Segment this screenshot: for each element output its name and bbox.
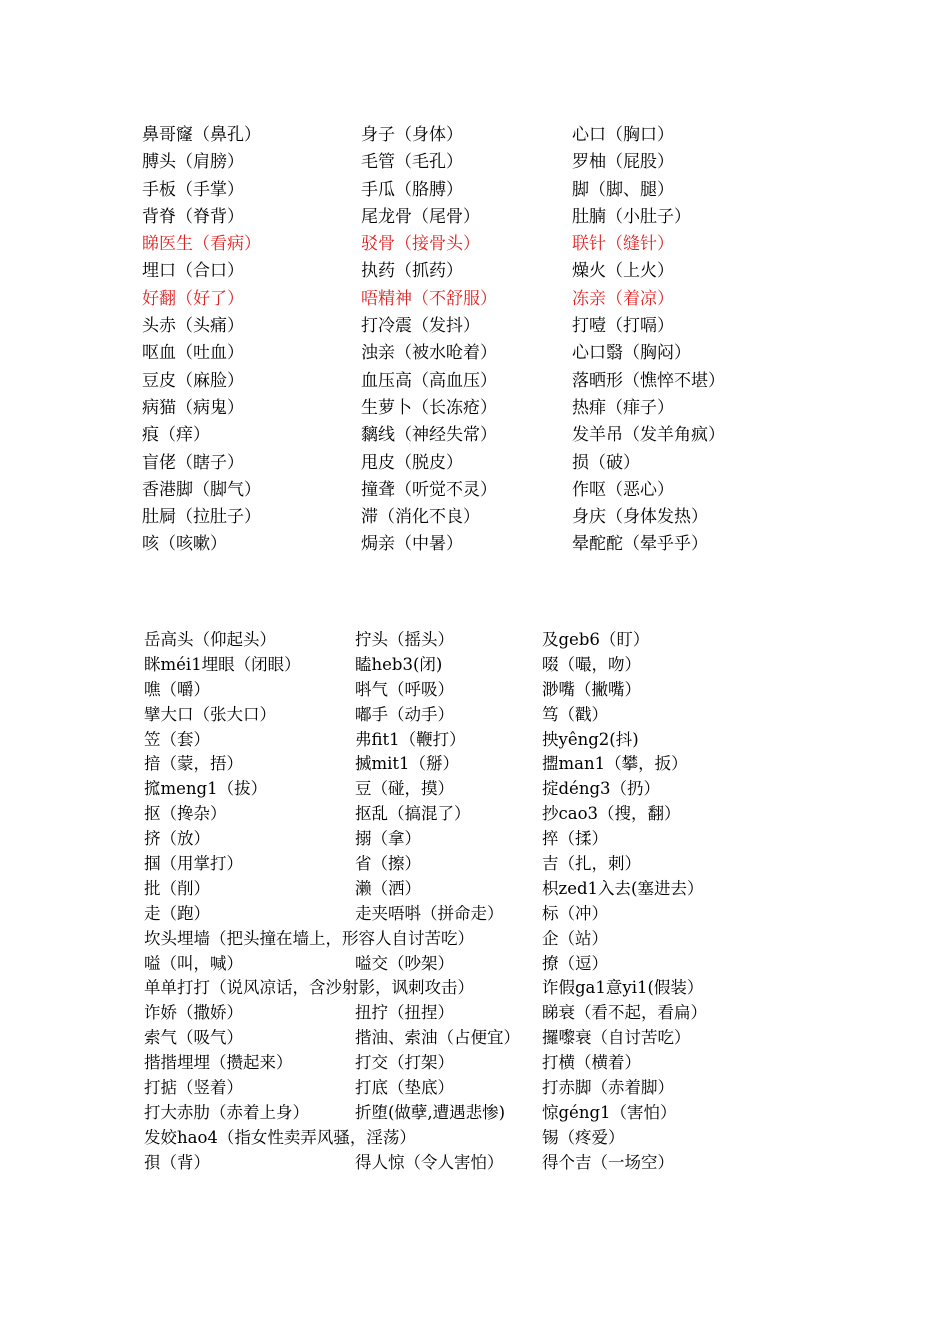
- vocab-entry: 坎头埋墙（把头撞在墙上，形容人自讨苦吃）: [144, 928, 474, 948]
- vocab-entry: 头赤（头痛）: [142, 316, 244, 337]
- vocab-entry: 咳（咳嗽）: [142, 534, 227, 555]
- vocab-entry: 嗌交（吵架）: [355, 953, 454, 973]
- vocab-entry: 罗柚（屁股）: [572, 152, 674, 173]
- vocab-entry: 发姣hao4（指女性卖弄风骚，淫荡）: [144, 1127, 416, 1147]
- vocab-entry: 得个吉（一场空）: [542, 1152, 674, 1172]
- vocab-entry: 撩（逗）: [542, 953, 608, 973]
- vocab-entry: 笃（戳）: [542, 704, 608, 724]
- vocab-entry: 瞌heb3(闭): [355, 654, 443, 674]
- vocab-entry: 标（冲）: [542, 903, 608, 923]
- vocab-entry: 诈假ga1意yi1(假装）: [542, 978, 704, 998]
- vocab-entry: 肚屙（拉肚子）: [142, 507, 261, 528]
- vocab-entry: 唔精神（不舒服）: [361, 288, 497, 309]
- vocab-row: [142, 976, 842, 1001]
- vocab-entry: 诈娇（撒娇）: [144, 1003, 243, 1023]
- vocab-entry: 黐线（神经失常）: [361, 425, 497, 446]
- vocab-entry: 拧头（摇头）: [355, 630, 454, 649]
- vocab-row: [142, 877, 842, 902]
- vocab-row: [142, 728, 842, 753]
- vocab-entry: 冻亲（着凉）: [572, 288, 674, 309]
- vocab-entry: 打赤脚（赤着脚）: [542, 1078, 674, 1098]
- vocab-entry: 肚腩（小肚子）: [572, 206, 691, 227]
- vocab-entry: 搦（拿）: [355, 829, 421, 849]
- vocab-entry: 弗fit1（鞭打）: [355, 729, 466, 749]
- vocab-row: [142, 340, 842, 367]
- vocab-entry: 索气（吸气）: [144, 1028, 243, 1048]
- vocab-entry: 睇衰（看不起，看扁）: [542, 1003, 707, 1023]
- vocab-entry: 作呕（恶心）: [572, 479, 674, 500]
- vocab-entry: 埋口（合口）: [142, 261, 244, 282]
- vocab-entry: 吉（扎，刺）: [542, 854, 641, 874]
- vocab-row: [142, 1151, 842, 1176]
- vocab-row: [142, 477, 842, 504]
- vocab-entry: 锡（疼爱）: [542, 1127, 625, 1147]
- vocab-entry: 联针（缝针）: [572, 234, 674, 255]
- vocab-entry: 眯méi1埋眼（闭眼）: [144, 654, 301, 674]
- vocab-entry: 单单打打（说风凉话，含沙射影，讽刺攻击）: [144, 978, 474, 998]
- vocab-row: [142, 395, 842, 422]
- vocab-entry: 背脊（脊背）: [142, 206, 244, 227]
- vocab-row: [142, 827, 842, 852]
- vocab-row: [142, 777, 842, 802]
- vocab-entry: 膊头（肩膀）: [142, 152, 244, 173]
- vocab-entry: 生萝卜（长冻疮）: [361, 397, 497, 418]
- vocab-entry: 掟déng3（扔）: [542, 779, 661, 799]
- vocab-section-actions: [142, 628, 842, 1176]
- vocab-row: [142, 450, 842, 477]
- vocab-entry: 抠（搀杂）: [144, 804, 227, 824]
- vocab-entry: 发羊吊（发羊角疯）: [572, 425, 725, 446]
- vocab-entry: 热痱（痱子）: [572, 397, 674, 418]
- vocab-row: [142, 1101, 842, 1126]
- vocab-entry: 撞聋（听觉不灵）: [361, 479, 497, 500]
- vocab-entry: 得人惊（令人害怕）: [355, 1152, 504, 1172]
- vocab-row: [142, 504, 842, 531]
- vocab-entry: 尾龙骨（尾骨）: [361, 206, 480, 227]
- vocab-entry: 扭拧（扭捏）: [355, 1003, 454, 1023]
- vocab-row: [142, 703, 842, 728]
- vocab-entry: 揞（蒙，捂）: [144, 754, 243, 774]
- vocab-entry: 滞（消化不良）: [361, 507, 480, 528]
- vocab-row: [142, 368, 842, 395]
- vocab-entry: 打掂（竖着）: [144, 1078, 243, 1098]
- vocab-entry: 睇医生（看病）: [142, 234, 261, 255]
- vocab-entry: 打横（横着）: [542, 1053, 641, 1073]
- vocab-entry: 抠乱（搞混了）: [355, 804, 471, 824]
- vocab-row: [142, 653, 842, 678]
- vocab-entry: 浊亲（被水呛着）: [361, 343, 497, 364]
- vocab-row: [142, 177, 842, 204]
- vocab-entry: 手板（手掌）: [142, 179, 244, 200]
- vocab-entry: 打噎（打嗝）: [572, 316, 674, 337]
- vocab-entry: 损（破）: [572, 452, 640, 473]
- vocab-entry: 身子（身体）: [361, 125, 463, 145]
- vocab-entry: 攞嚟衰（自讨苦吃）: [542, 1028, 691, 1048]
- vocab-entry: 香港脚（脚气）: [142, 479, 261, 500]
- vocab-entry: 企（站）: [542, 928, 608, 948]
- vocab-entry: 走（跑）: [144, 903, 210, 923]
- vocab-entry: 揩揩埋埋（攒起来）: [144, 1053, 293, 1073]
- vocab-entry: 揩油、索油（占便宜）: [355, 1028, 520, 1048]
- vocab-entry: 身庆（身体发热）: [572, 507, 708, 528]
- vocab-entry: 惊géng1（害怕）: [542, 1102, 677, 1122]
- vocab-entry: 打大赤肋（赤着上身）: [144, 1102, 309, 1122]
- vocab-row: [142, 628, 842, 653]
- vocab-entry: 搣mit1（掰）: [355, 754, 460, 774]
- vocab-entry: 掴（用掌打）: [144, 854, 243, 874]
- vocab-entry: 心口翳（胸闷）: [572, 343, 691, 364]
- vocab-entry: 枳zed1入去(塞进去）: [542, 878, 704, 898]
- vocab-entry: 打交（打架）: [355, 1053, 454, 1073]
- vocab-row: [142, 1026, 842, 1051]
- vocab-entry: 孭（背）: [144, 1152, 210, 1172]
- vocab-row: [142, 902, 842, 927]
- vocab-row: [142, 122, 842, 149]
- vocab-entry: 豆（碰，摸）: [355, 779, 454, 799]
- vocab-entry: 执药（抓药）: [361, 261, 463, 282]
- vocab-entry: 呕血（吐血）: [142, 343, 244, 364]
- vocab-entry: 豆皮（麻脸）: [142, 370, 244, 391]
- vocab-entry: 抄cao3（搜，翻）: [542, 804, 681, 824]
- vocab-entry: 焗亲（中暑）: [361, 534, 463, 555]
- vocab-row: [142, 1001, 842, 1026]
- vocab-section-body-health: [142, 122, 842, 559]
- vocab-entry: 搲meng1（拔）: [144, 779, 268, 799]
- vocab-entry: 及geb6（盯）: [542, 630, 650, 649]
- vocab-entry: 手瓜（胳膊）: [361, 179, 463, 200]
- vocab-row: [142, 204, 842, 231]
- vocab-row: [142, 1051, 842, 1076]
- vocab-entry: 痕（痒）: [142, 425, 210, 446]
- vocab-row: [142, 752, 842, 777]
- vocab-entry: 渺嘴（撇嘴）: [542, 679, 641, 699]
- vocab-entry: 岳高头（仰起头）: [144, 630, 276, 649]
- vocab-entry: 燥火（上火）: [572, 261, 674, 282]
- vocab-row: [142, 952, 842, 977]
- vocab-entry: 心口（胸口）: [572, 125, 674, 145]
- vocab-entry: 甩皮（脱皮）: [361, 452, 463, 473]
- vocab-entry: 笠（套）: [144, 729, 210, 749]
- vocab-entry: 毛管（毛孔）: [361, 152, 463, 173]
- vocab-row: [142, 422, 842, 449]
- vocab-entry: 捽（揉）: [542, 829, 608, 849]
- vocab-row: [142, 531, 842, 558]
- vocab-row: [142, 313, 842, 340]
- vocab-entry: 晕酡酡（晕乎乎）: [572, 534, 708, 555]
- vocab-entry: 批（削）: [144, 878, 210, 898]
- vocab-entry: 省（擦）: [355, 854, 421, 874]
- vocab-row: [142, 678, 842, 703]
- vocab-row: [142, 927, 842, 952]
- vocab-entry: 打底（垫底）: [355, 1078, 454, 1098]
- vocab-entry: 脚（脚、腿）: [572, 179, 674, 200]
- vocab-row: [142, 1076, 842, 1101]
- vocab-entry: 鼻哥窿（鼻孔）: [142, 125, 261, 145]
- vocab-row: [142, 852, 842, 877]
- vocab-entry: 嘟手（动手）: [355, 704, 454, 724]
- vocab-row: [142, 286, 842, 313]
- vocab-entry: 打冷震（发抖）: [361, 316, 480, 337]
- vocab-row: [142, 1126, 842, 1151]
- vocab-entry: 病猫（病鬼）: [142, 397, 244, 418]
- vocab-entry: 盲佬（瞎子）: [142, 452, 244, 473]
- vocab-entry: 抰yêng2(抖): [542, 729, 639, 749]
- vocab-entry: 擝man1（攀，扳）: [542, 754, 688, 774]
- vocab-entry: 走夹唔唞（拼命走）: [355, 903, 504, 923]
- vocab-entry: 落晒形（憔悴不堪）: [572, 370, 725, 391]
- vocab-entry: 折堕(做孽,遭遇悲惨): [355, 1102, 506, 1122]
- vocab-entry: 啜（嘬，吻）: [542, 654, 641, 674]
- vocab-row: [142, 231, 842, 258]
- vocab-entry: 噍（嚼）: [144, 679, 210, 699]
- vocab-entry: 濑（洒）: [355, 878, 421, 898]
- vocab-row: [142, 802, 842, 827]
- vocab-entry: 挤（放）: [144, 829, 210, 849]
- vocab-entry: 唞气（呼吸）: [355, 679, 454, 699]
- vocab-row: [142, 149, 842, 176]
- vocab-entry: 擘大口（张大口）: [144, 704, 276, 724]
- vocab-entry: 好翻（好了）: [142, 288, 244, 309]
- vocab-entry: 血压高（高血压）: [361, 370, 497, 391]
- vocab-entry: 嗌（叫，喊）: [144, 953, 243, 973]
- vocab-row: [142, 258, 842, 285]
- vocab-entry: 驳骨（接骨头）: [361, 234, 480, 255]
